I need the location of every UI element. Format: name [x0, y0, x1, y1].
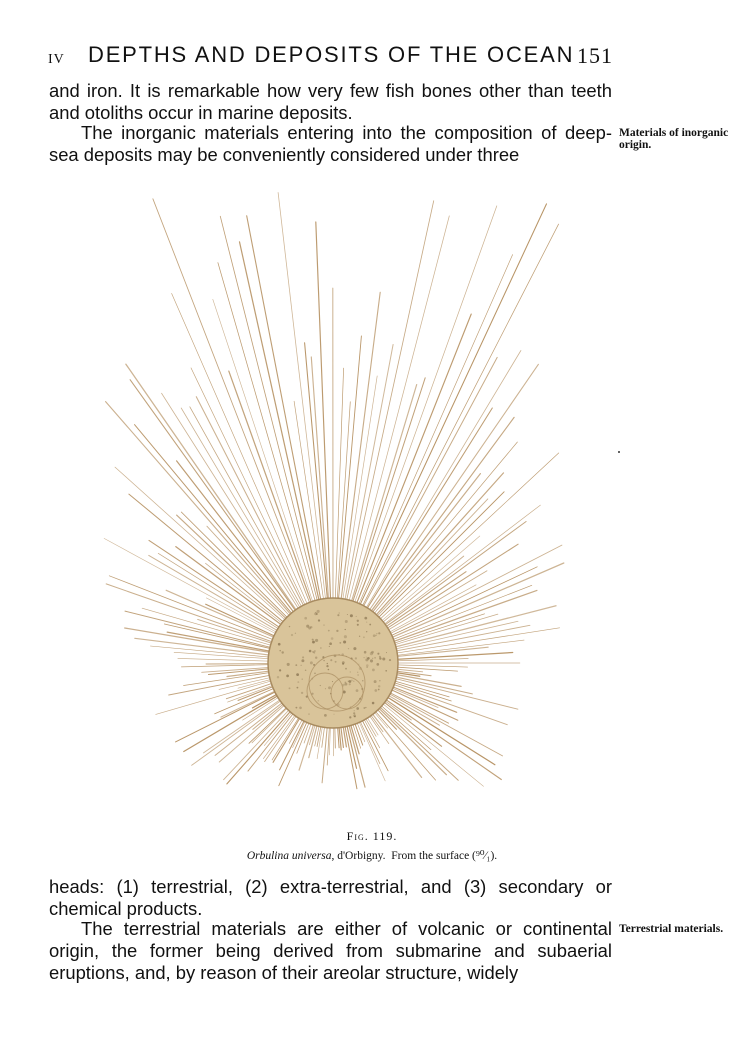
shell-pore: [289, 626, 290, 627]
shell-pore: [301, 659, 304, 662]
shell-pore: [295, 633, 296, 634]
shell-pore: [332, 681, 333, 682]
shell-pore: [318, 619, 320, 621]
shell-pore: [369, 624, 371, 626]
figure-orbulina-illustration: [100, 185, 570, 825]
figure-number: Fig. 119.: [346, 829, 398, 843]
shell-pore: [353, 681, 354, 682]
shell-pore: [377, 653, 379, 655]
shell-pore: [374, 680, 377, 683]
spine: [390, 665, 468, 667]
spine: [371, 473, 503, 621]
shell-pore: [379, 657, 381, 659]
shell-pore: [344, 683, 347, 686]
shell-pore: [323, 624, 325, 626]
shell-pore: [355, 657, 357, 659]
shell-pore: [357, 672, 358, 673]
paragraph-fish-bones: and iron. It is remarkable how very few fish bones other than teeth and otoliths occur in marine deposits.: [49, 80, 612, 123]
spine: [342, 376, 378, 607]
shell-pore: [339, 642, 341, 644]
shell-pore: [347, 614, 348, 615]
spine: [177, 515, 292, 624]
caption-source-close: ).: [490, 850, 498, 862]
shell-pore: [320, 647, 321, 648]
shell-pore: [363, 657, 364, 658]
shell-pore: [356, 707, 359, 710]
shell-pore: [374, 689, 377, 692]
shell-pore: [345, 620, 348, 623]
spine: [207, 526, 295, 621]
spine: [388, 606, 556, 649]
shell-pore: [310, 626, 312, 628]
shell-pore: [314, 650, 316, 652]
caption-source: From the surface (: [391, 850, 476, 862]
shell-pore: [336, 630, 338, 632]
spine: [378, 505, 540, 628]
spine: [206, 664, 276, 665]
shell-pore: [370, 659, 373, 662]
shell-pore: [348, 681, 349, 682]
spine: [218, 263, 317, 609]
spine: [381, 544, 518, 632]
paragraph-terrestrial: The terrestrial materials are either of volcanic or continental origin, the former being derived from submarine and subaerial eruptions, and, by reason of their areolar structure, widely: [49, 918, 612, 983]
spine: [377, 699, 483, 786]
shell-pore: [354, 710, 355, 711]
shell-pore: [353, 647, 356, 650]
shell-pore: [364, 651, 367, 654]
shell-pore: [305, 669, 307, 671]
spine: [181, 408, 304, 614]
shell-pore: [337, 614, 339, 616]
spine: [345, 201, 434, 608]
spine: [305, 343, 328, 606]
shell-pore: [345, 668, 347, 670]
shell-pore: [366, 657, 367, 658]
shell-pore: [378, 685, 380, 687]
shell-pore: [315, 656, 317, 658]
shell-pore: [379, 656, 381, 658]
shell-pore: [385, 670, 387, 672]
marginal-note-terrestrial: Terrestrial materials.: [619, 923, 724, 935]
spine: [181, 665, 276, 667]
running-head: [48, 40, 613, 76]
shell-pore: [353, 714, 356, 717]
spine: [389, 628, 559, 654]
spine: [390, 667, 458, 671]
shell-pore: [382, 657, 385, 660]
shell-pore: [317, 610, 320, 613]
shell-pore: [281, 651, 283, 653]
shell-pore: [304, 617, 307, 620]
shell-pore: [301, 665, 302, 666]
shell-pore: [312, 641, 315, 644]
shell-pore: [349, 680, 352, 683]
shell-pore: [279, 669, 281, 671]
spine: [381, 693, 495, 764]
shell-pore: [330, 659, 332, 661]
shell-pore: [309, 650, 312, 653]
shell-pore: [375, 635, 376, 636]
spine: [178, 658, 276, 661]
shell-pore: [308, 713, 309, 714]
shell-pore: [345, 629, 346, 630]
shell-pore: [333, 714, 334, 715]
shell-pore: [343, 640, 346, 643]
shell-pore: [295, 707, 297, 709]
shell-pore: [378, 632, 380, 634]
spine: [109, 576, 280, 643]
shell-pore: [366, 622, 367, 623]
shell-pore: [372, 669, 375, 672]
shell-pore: [357, 620, 359, 622]
spine: [177, 461, 299, 618]
spine: [192, 696, 287, 765]
spine: [174, 652, 276, 659]
shell-pore: [376, 633, 377, 634]
shell-pore: [349, 716, 351, 718]
shell-sphere: [268, 598, 398, 728]
shell-pore: [378, 689, 380, 691]
spine: [384, 689, 449, 723]
shell-pore: [344, 635, 347, 638]
spine: [162, 393, 303, 615]
shell-pore: [302, 678, 303, 679]
shell-pore: [331, 637, 334, 640]
shell-pore: [329, 642, 332, 645]
shell-pore: [363, 707, 365, 709]
shell-pore: [357, 674, 358, 675]
spine: [294, 401, 325, 606]
figure-caption: [0, 848, 744, 862]
shell-pore: [365, 658, 368, 661]
shell-pore: [365, 707, 366, 708]
spine: [115, 467, 291, 625]
shell-pore: [286, 675, 289, 678]
shell-pore: [349, 683, 351, 685]
spine: [352, 206, 497, 609]
shell-pore: [279, 650, 281, 652]
shell-pore: [373, 634, 376, 637]
page-number: 151: [577, 43, 613, 68]
shell-pore: [301, 692, 303, 694]
spine: [106, 584, 279, 644]
spine: [375, 453, 559, 624]
shell-pore: [323, 660, 324, 661]
shell-pore: [389, 659, 391, 661]
chapter-number: IV: [48, 52, 65, 67]
spine: [357, 204, 547, 611]
shell-pore: [328, 686, 331, 689]
shell-pore: [326, 665, 328, 667]
shell-pore: [374, 657, 376, 659]
printing-speck: [618, 451, 620, 453]
shell-pore: [342, 661, 345, 664]
orbulina-drawing: [100, 185, 570, 825]
shell-pore: [329, 646, 330, 647]
species-author: , d'Orbigny.: [331, 850, 386, 862]
shell-pore: [325, 688, 326, 689]
shell-pore: [295, 664, 297, 666]
magnification: ⁹⁰⁄₁: [475, 850, 491, 862]
shell-pore: [386, 652, 387, 653]
shell-pore: [356, 689, 359, 692]
shell-pore: [363, 636, 365, 638]
shell-pore: [366, 631, 367, 632]
spine: [196, 397, 307, 613]
shell-pore: [302, 656, 304, 658]
spine: [347, 216, 449, 608]
shell-pore: [328, 630, 330, 632]
shell-pore: [357, 624, 359, 626]
shell-pore: [324, 714, 327, 717]
marginal-note-inorganic: Materials of inorganic origin.: [619, 127, 729, 151]
shell-pore: [371, 651, 374, 654]
spine: [126, 364, 301, 616]
spine: [356, 255, 513, 611]
shell-pore: [376, 663, 379, 666]
shell-pore: [320, 685, 321, 686]
shell-pore: [314, 673, 316, 675]
spine: [135, 425, 297, 620]
shell-pore: [356, 616, 357, 617]
shell-pore: [366, 667, 367, 668]
spine: [363, 408, 492, 615]
shell-pore: [364, 617, 367, 620]
shell-pore: [372, 658, 373, 659]
shell-pore: [350, 614, 353, 617]
shell-pore: [366, 664, 369, 667]
shell-pore: [350, 671, 351, 672]
shell-pore: [313, 652, 315, 654]
spine: [390, 647, 489, 657]
shell-pore: [359, 636, 360, 637]
shell-pore: [310, 661, 313, 664]
paragraph-heads: heads: (1) terrestrial, (2) extra-terrestrial, and (3) secondary or chemical products.: [49, 876, 612, 919]
chapter-title: DEPTHS AND DEPOSITS OF THE OCEAN: [88, 42, 575, 67]
species-name: Orbulina universa: [246, 850, 332, 862]
shell-pore: [318, 700, 320, 702]
shell-pore: [338, 612, 340, 614]
shell-pore: [328, 669, 330, 671]
shell-pore: [348, 648, 349, 649]
paragraph-inorganic-materials: The inorganic materials entering into the composition of deep-sea deposits may be conveniently considered under three: [49, 122, 612, 165]
shell-pore: [351, 680, 353, 682]
spine: [184, 692, 284, 751]
shell-pore: [287, 663, 290, 666]
shell-pore: [297, 687, 299, 689]
spine: [377, 556, 464, 627]
spine: [322, 720, 328, 783]
shell-pore: [296, 673, 299, 676]
shell-pore: [335, 661, 337, 663]
shell-pore: [379, 680, 380, 681]
shell-pore: [372, 702, 375, 705]
shell-pore: [291, 634, 293, 636]
shell-pore: [362, 680, 363, 681]
shell-pore: [312, 639, 314, 641]
shell-pore: [277, 676, 279, 678]
shell-pore: [278, 643, 281, 646]
spine: [390, 653, 513, 660]
shell-pore: [299, 706, 302, 709]
shell-pore: [327, 663, 328, 664]
spine: [278, 193, 326, 607]
shell-pore: [315, 639, 318, 642]
shell-pore: [297, 681, 299, 683]
shell-pore: [314, 612, 317, 615]
spine: [359, 714, 388, 771]
shell-pore: [289, 687, 291, 689]
shell-pore: [353, 712, 355, 714]
